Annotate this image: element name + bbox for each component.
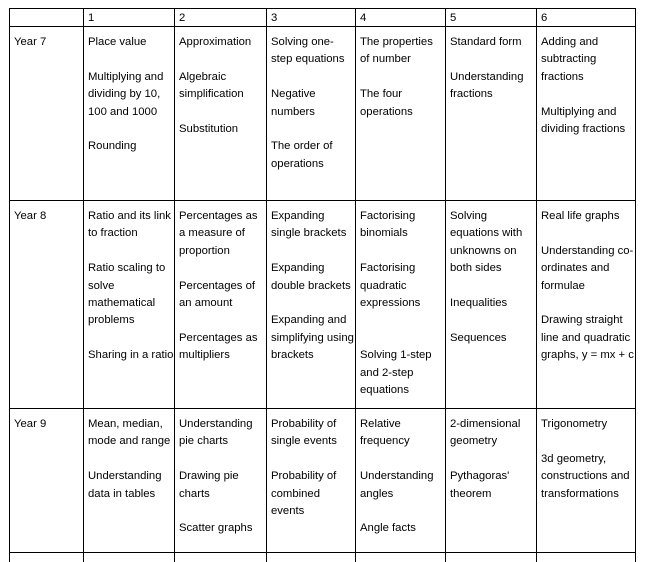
topic-cell <box>174 200 266 408</box>
topic-text: Drawing pie charts <box>179 470 239 500</box>
topic-text: Expanding single brackets <box>271 210 347 240</box>
topic-text: Understanding angles <box>360 470 434 500</box>
topic-text: Drawing straight line and quadratic graphs, y = mx + c <box>541 314 634 362</box>
topic-text: Percentages as multipliers <box>179 331 258 362</box>
topic-cell <box>536 26 636 200</box>
topic-cell <box>536 408 636 552</box>
topic-text: Rounding <box>88 140 137 153</box>
topic-text: Multiplying and dividing by 10, 100 and 1000 <box>88 70 164 118</box>
header-cell-3: 3 <box>266 8 355 26</box>
topic-text: The properties of number <box>360 36 433 66</box>
header-row <box>9 8 636 26</box>
table-row-year-8 <box>9 200 636 408</box>
table-row-partial <box>9 552 636 562</box>
topic-cell <box>536 200 636 408</box>
topic-cell <box>355 408 445 552</box>
topic-cell <box>174 408 266 552</box>
topic-text: Adding and subtracting fractions <box>541 36 599 83</box>
topic-text: Understanding co-ordinates and formulae <box>541 244 634 292</box>
topic-text: Trigonometry <box>541 418 608 430</box>
header-cell-1: 1 <box>83 8 174 26</box>
topic-text: Solving 1-step and 2-step equations <box>360 349 432 397</box>
topic-text: Substitution <box>179 123 239 135</box>
topic-cell <box>266 200 355 408</box>
topic-cell <box>355 200 445 408</box>
topic-text: Negative numbers <box>271 88 316 118</box>
topic-text: Expanding double brackets <box>271 262 351 292</box>
header-cell-6: 6 <box>536 8 636 26</box>
topic-cell <box>355 26 445 200</box>
topic-text: Place value <box>88 36 147 48</box>
topic-cell <box>83 200 174 408</box>
header-cell-corner <box>9 8 83 26</box>
year-label: Year 7 <box>9 26 83 200</box>
topic-text: Factorising binomials <box>360 210 416 240</box>
topic-text: Solving equations with unknowns on both sides <box>450 210 523 275</box>
topic-text: Solving one-step equations <box>271 36 345 66</box>
topic-text: Percentages of an amount <box>179 279 255 310</box>
topic-text: Factorising quadratic expressions <box>360 262 421 310</box>
topic-text: The four operations <box>360 88 413 118</box>
topic-cell <box>445 26 536 200</box>
year-label: Year 9 <box>9 408 83 552</box>
topic-text: 3d geometry, constructions and transformations <box>541 452 630 500</box>
topic-text: The order of operations <box>271 140 333 170</box>
topic-text: Approximation <box>179 36 252 48</box>
topic-text: Percentages as a measure of proportion <box>179 210 258 257</box>
topic-text: Sequences <box>450 331 507 344</box>
topic-text: 2-dimensional geometry <box>450 418 521 448</box>
header-cell-5: 5 <box>445 8 536 26</box>
table-row-year-7 <box>9 26 636 200</box>
topic-text: Probability of combined events <box>271 470 337 518</box>
topic-text: Standard form <box>450 36 522 48</box>
topic-text: Understanding data in tables <box>88 470 162 500</box>
topic-cell <box>83 26 174 200</box>
topic-text: Pythagoras' theorem <box>450 470 510 500</box>
topic-text: Angle facts <box>360 522 416 535</box>
topic-text: Multiplying and dividing fractions <box>541 105 626 136</box>
topic-text: Understanding fractions <box>450 70 524 101</box>
year-label: Year 8 <box>9 200 83 408</box>
topic-cell <box>266 26 355 200</box>
topic-cell <box>266 408 355 552</box>
topic-text: Ratio scaling to solve mathematical problems <box>88 262 166 327</box>
topic-text: Ratio and its link to fraction <box>88 210 171 240</box>
topic-text: Understanding pie charts <box>179 418 253 448</box>
topic-cell <box>445 200 536 408</box>
topic-text: Scatter graphs <box>179 522 253 535</box>
table-row-year-9 <box>9 408 636 552</box>
topic-text: Relative frequency <box>360 418 410 448</box>
topic-text: Sharing in a ratio <box>88 349 174 362</box>
topic-cell <box>83 408 174 552</box>
header-cell-4: 4 <box>355 8 445 26</box>
topic-cell <box>174 26 266 200</box>
topic-text: Mean, median, mode and range <box>88 418 171 448</box>
topic-cell <box>445 408 536 552</box>
topic-text: Inequalities <box>450 297 508 310</box>
header-cell-2: 2 <box>174 8 266 26</box>
topic-text: Probability of single events <box>271 418 337 448</box>
topic-text: Real life graphs <box>541 210 620 222</box>
topic-text: Algebraic simplification <box>179 70 244 101</box>
topic-text: Expanding and simplifying using brackets <box>271 314 354 362</box>
